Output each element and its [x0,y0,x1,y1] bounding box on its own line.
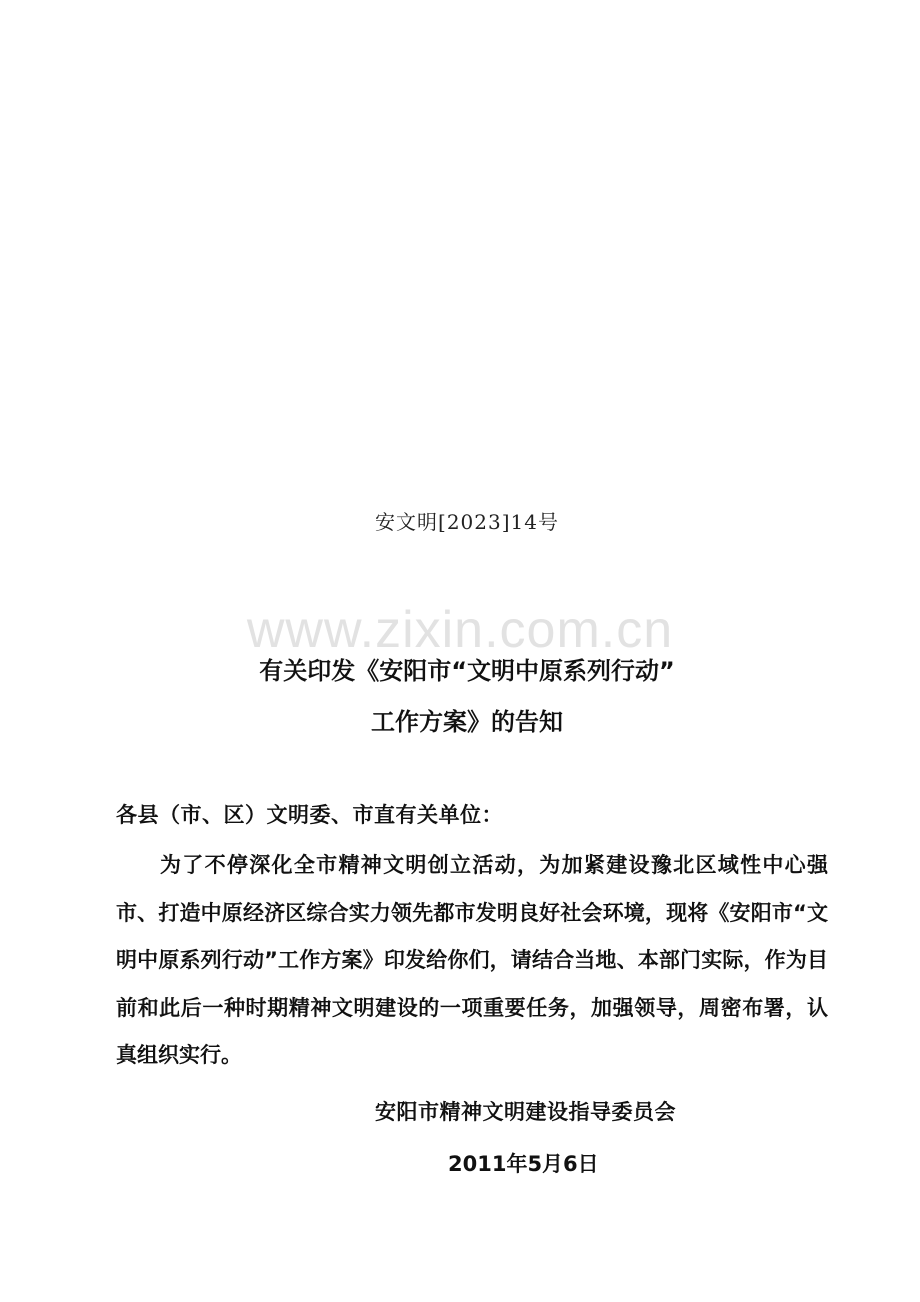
issuer-signature: 安阳市精神文明建设指导委员会 [375,1100,676,1124]
watermark: www.zixin.com.cn [246,601,674,659]
issue-date: 2011年5月6日 [448,1152,599,1176]
document-number: 安文明[2023]14号 [375,510,559,534]
body-paragraph: 为了不停深化全市精神文明创立活动，为加紧建设豫北区域性中心强市、打造中原经济区综合实力领先都市发明良好社会环境，现将《安阳市“文明中原系列行动”工作方案》印发给你们，请结合当地、本部门实际，作为目前和此后一种时期精神文明建设的一项重要任务，加强领导，周密布署，认真组织实行。 [116,853,828,1067]
document-title-line-2: 工作方案》的告知 [371,708,563,736]
document-title-line-1: 有关印发《安阳市“文明中原系列行动” [259,657,675,685]
salutation: 各县（市、区）文明委、市直有关单位： [116,803,503,827]
